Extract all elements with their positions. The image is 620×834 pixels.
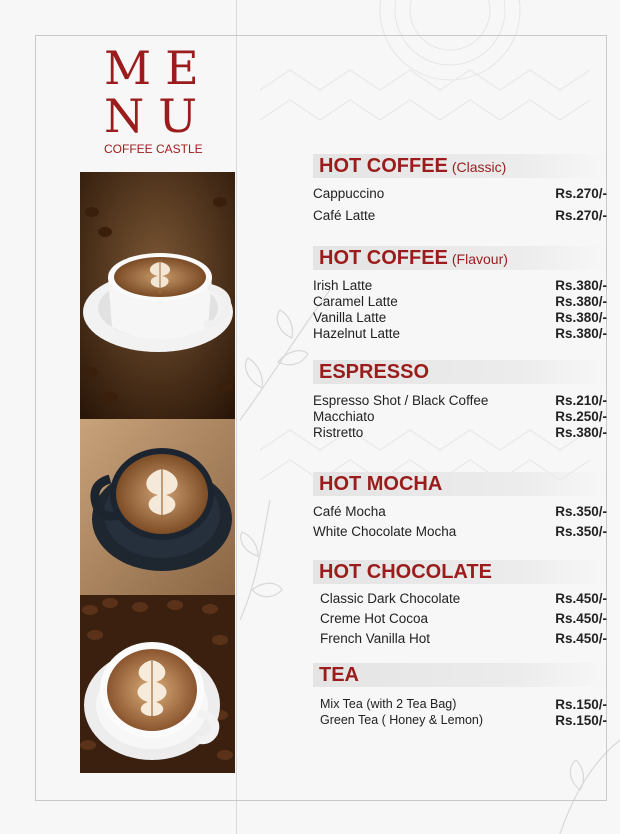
menu-logo (100, 41, 213, 156)
item-price: Rs.350/- (555, 524, 607, 539)
item-price: Rs.380/- (555, 310, 607, 325)
section-hot-mocha (313, 472, 607, 544)
item-price: Rs.250/- (555, 409, 607, 424)
item-price: Rs.270/- (555, 186, 607, 201)
menu-item (313, 294, 607, 310)
section-header (313, 154, 607, 178)
item-name: Hazelnut Latte (313, 326, 401, 341)
menu-title-line2: NU (104, 89, 212, 143)
section-header (313, 560, 607, 584)
section-header (313, 663, 607, 687)
brand-name: COFFEE CASTLE (104, 142, 203, 156)
item-price: Rs.150/- (555, 713, 607, 728)
item-name: Café Latte (313, 208, 376, 223)
section-title: HOT COFFEE (319, 247, 448, 269)
item-name: Espresso Shot / Black Coffee (313, 393, 489, 408)
menu-item (313, 208, 607, 230)
menu-item (313, 631, 607, 651)
menu-item (313, 713, 607, 729)
menu-item (313, 524, 607, 544)
menu-item (313, 278, 607, 294)
latte-art-cup-photo (80, 172, 235, 419)
item-name: Green Tea ( Honey & Lemon) (320, 713, 484, 727)
item-name: Classic Dark Chocolate (320, 591, 461, 606)
section-title: HOT MOCHA (319, 473, 443, 495)
menu-item (313, 409, 607, 425)
item-name: Café Mocha (313, 504, 386, 519)
section-header (313, 360, 607, 384)
section-hot-chocolate (313, 560, 607, 651)
item-name: Vanilla Latte (313, 310, 387, 325)
section-title: HOT CHOCOLATE (319, 561, 492, 583)
item-price: Rs.270/- (555, 208, 607, 223)
item-price: Rs.380/- (555, 326, 607, 341)
menu-item (313, 425, 607, 441)
item-price: Rs.350/- (555, 504, 607, 519)
item-name: Macchiato (313, 409, 375, 424)
menu-item (313, 697, 607, 713)
menu-item (313, 310, 607, 326)
section-hot-coffee-flavour (313, 246, 607, 342)
section-title: ESPRESSO (319, 361, 430, 383)
menu-item (313, 393, 607, 409)
menu-item (313, 326, 607, 342)
section-tea (313, 663, 607, 729)
item-price: Rs.450/- (555, 631, 607, 646)
section-title: HOT COFFEE (319, 155, 448, 177)
item-price: Rs.380/- (555, 278, 607, 293)
item-price: Rs.210/- (555, 393, 607, 408)
item-name: Cappuccino (313, 186, 385, 201)
menu-item (313, 186, 607, 208)
menu-item (313, 591, 607, 611)
menu-title-line1: ME (104, 41, 213, 95)
section-header (313, 246, 607, 270)
section-header (313, 472, 607, 496)
section-subtitle: (Classic) (451, 159, 507, 175)
item-price: Rs.450/- (555, 611, 607, 626)
section-espresso (313, 360, 607, 441)
item-name: White Chocolate Mocha (313, 524, 457, 539)
item-name: Creme Hot Cocoa (320, 611, 429, 626)
item-price: Rs.380/- (555, 294, 607, 309)
item-name: Irish Latte (313, 278, 373, 293)
item-name: Mix Tea (with 2 Tea Bag) (320, 697, 457, 711)
item-price: Rs.380/- (555, 425, 607, 440)
latte-art-coffee-beans-photo (80, 595, 235, 773)
section-hot-coffee-classic (313, 154, 607, 230)
section-title: TEA (319, 664, 359, 686)
item-name: Caramel Latte (313, 294, 398, 309)
section-subtitle: (Flavour) (451, 251, 508, 267)
menu-item (313, 504, 607, 524)
menu-item (313, 611, 607, 631)
latte-art-blue-cup-photo (80, 419, 235, 595)
item-name: Ristretto (313, 425, 364, 440)
item-name: French Vanilla Hot (320, 631, 431, 646)
item-price: Rs.450/- (555, 591, 607, 606)
item-price: Rs.150/- (555, 697, 607, 712)
